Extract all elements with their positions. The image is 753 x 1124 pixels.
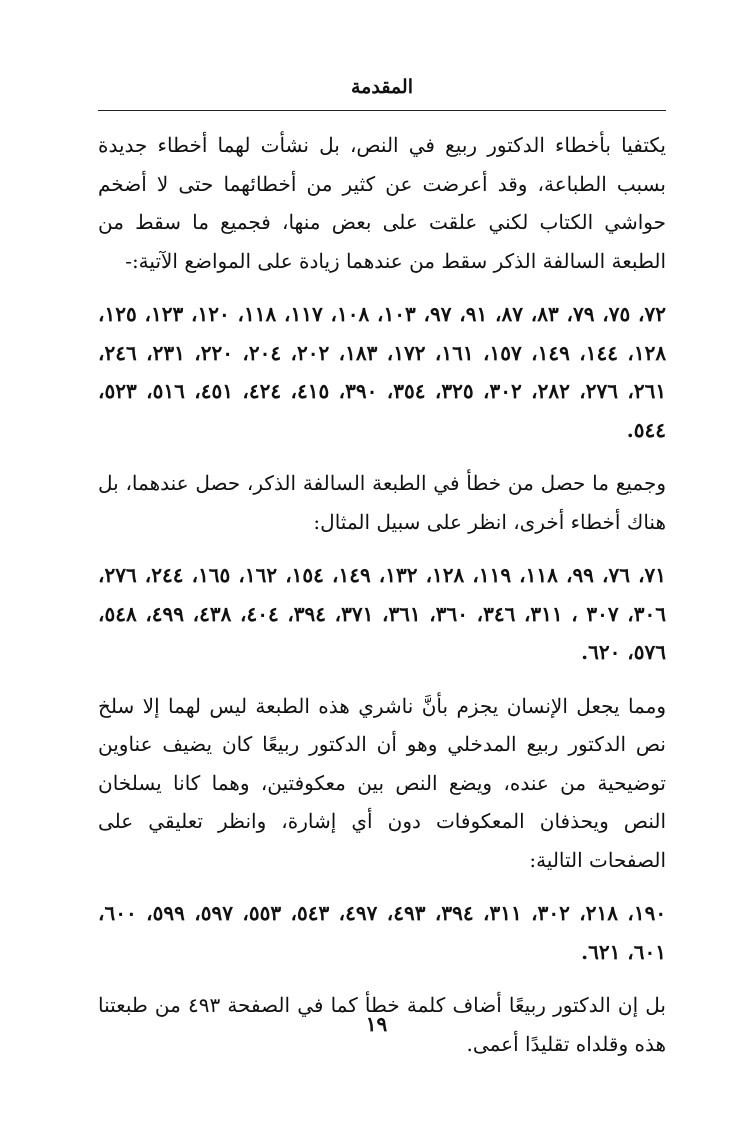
paragraph-closing: بل إن الدكتور ربيعًا أضاف كلمة خطأ كما في الصفحة ٤٩٣ من طبعتنا هذه وقلداه تقليدًا أعمى. (98, 993, 666, 1056)
page-numbers-list-errors: ٧١، ٧٦، ٩٩، ١١٨، ١١٩، ١٢٨، ١٣٢، ١٤٩، ١٥٤، ١٦٢، ١٦٥، ٢٤٤، ٢٧٦، ٣٠٦، ٣٠٧ ، ٣١١، ٣٤٦، ٣٦٠، ٣٦١، ٣٧١، ٣٩٤، ٤٠٤، ٤٣٨، ٤٩٩، ٥٤٨، ٥٧٦، ٦٢٠. (98, 563, 667, 664)
page-body (98, 126, 666, 1078)
page-number: ١٩ (365, 1012, 388, 1036)
page-numbers-list-omissions: ٧٢، ٧٥، ٧٩، ٨٣، ٨٧، ٩١، ٩٧، ١٠٣، ١٠٨، ١١٧، ١١٨، ١٢٠، ١٢٣، ١٢٥، ١٢٨، ١٤٤، ١٤٩، ١٥٧، ١٦١، ١٧٢، ١٨٣، ٢٠٢، ٢٠٤، ٢٢٠، ٢٣١، ٢٤٦، ٢٦١، ٢٧٦، ٢٨٢، ٣٠٢، ٣٢٥، ٣٥٤، ٣٩٠، ٤١٥، ٤٢٤، ٤٥١، ٥١٦، ٥٢٣، ٥٤٤. (98, 302, 667, 442)
paragraph-brackets: ومما يجعل الإنسان يجزم بأنَّ ناشري هذه الطبعة ليس لهما إلا سلخ نص الدكتور ربيع المدخلي وهو أن الدكتور ربيعًا كان يضيف عناوين توضيحية من عنده، ويضع النص بين معكوفتين، وهما كانا يسلخان النص ويحذفان المعكوفات دون أي إشارة، وانظر تعليقي على الصفحات التالية: (98, 693, 666, 872)
running-head: المقدمة (350, 76, 413, 98)
page-numbers-list-brackets: ١٩٠، ٢١٨، ٣٠٢، ٣١١، ٣٩٤، ٤٩٣، ٤٩٧، ٥٤٣، ٥٥٣، ٥٩٧، ٥٩٩، ٦٠٠، ٦٠١، ٦٢١. (98, 901, 667, 964)
paragraph-errors: وجميع ما حصل من خطأ في الطبعة السالفة الذكر، حصل عندهما، بل هناك أخطاء أخرى، انظر على سبيل المثال: (98, 471, 666, 534)
header-rule (98, 110, 666, 111)
paragraph-intro: يكتفيا بأخطاء الدكتور ربيع في النص، بل نشأت لهما أخطاء جديدة بسبب الطباعة، وقد أعرضت عن كثير من أخطائهما حتى لا أضخم حواشي الكتاب لكني علقت على بعض منها، فجميع ما سقط من الطبعة السالفة الذكر سقط من عندهما زيادة على المواضع الآتية:- (98, 133, 666, 273)
